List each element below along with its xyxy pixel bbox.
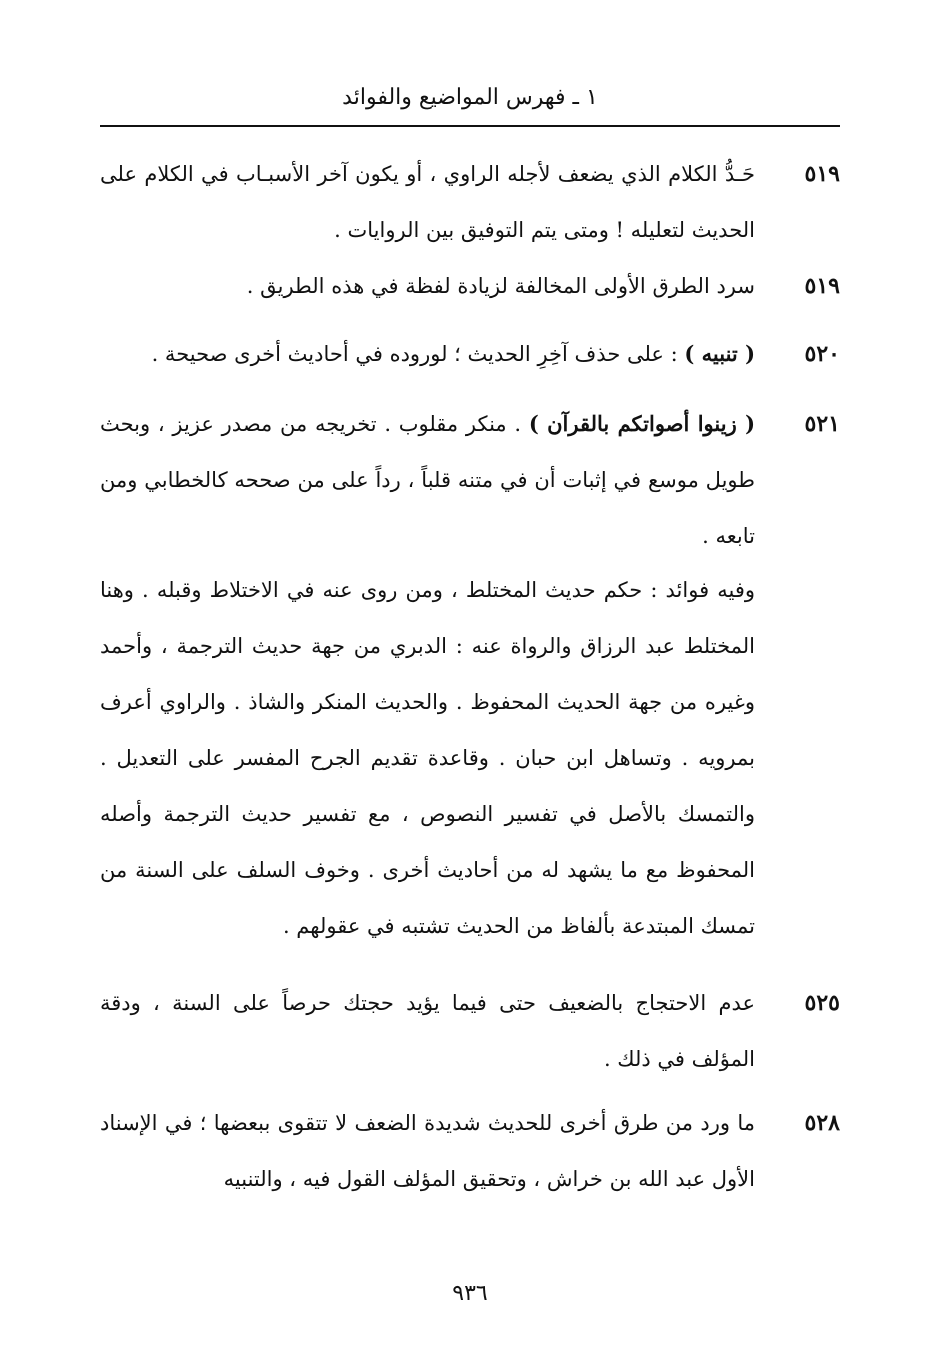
entry-page-number: ٥٢٥ xyxy=(804,990,840,1016)
index-entry xyxy=(100,975,840,1087)
entry-bold-heading: ( زينوا أصواتكم بالقرآن ) xyxy=(528,411,756,436)
page-number-footer: ٩٣٦ xyxy=(452,1281,488,1306)
index-entry xyxy=(100,258,840,314)
entry-page-number: ٥٢٠ xyxy=(804,341,840,367)
entry-text-body: : على حذف آخِرِ الحديث ؛ لوروده في أحاديث أخرى صحيحة . xyxy=(151,342,685,366)
entry-text xyxy=(100,396,755,564)
entry-text-body: . منكر مقلوب . تخريجه من مصدر عزيز ، وبحث طويل موسع في إثبات أن في متنه قلباً ، رداً على من صححه كالخطابي ومن تابعه . xyxy=(100,412,755,548)
entry-text: عدم الاحتجاج بالضعيف حتى فيما يؤيد حجتك حرصاً على السنة ، ودقة المؤلف في ذلك . xyxy=(100,991,755,1071)
entry-page-number: ٥٢٨ xyxy=(804,1110,840,1136)
header-rule xyxy=(100,125,840,127)
entry-text: ما ورد من طرق أخرى للحديث شديدة الضعف لا تتقوى ببعضها ؛ في الإسناد الأول عبد الله بن خراش ، وتحقيق المؤلف القول فيه ، والتنبيه xyxy=(100,1111,755,1191)
index-entry xyxy=(100,326,840,382)
benefits-paragraph: وفيه فوائد : حكم حديث المختلط ، ومن روى عنه في الاختلاط وقبله . وهنا المختلط عبد الرزاق والرواة عنه : الدبري من جهة حديث الترجمة ، وأحمد وغيره من جهة الحديث المحفوظ . والحديث المنكر والشاذ . والراوي أعرف بمرويه . وتساهل ابن حبان . وقاعدة تقديم الجرح المفسر على التعديل . والتمسك بالأصل في تفسير النصوص ، مع تفسير حديث الترجمة وأصله المحفوظ مع ما يشهد له من أحاديث أخرى . وخوف السلف على السنة من تمسك المبتدعة بألفاظ من الحديث تشتبه في عقولهم . xyxy=(100,578,755,938)
page-header: ١ ـ فهرس المواضيع والفوائد xyxy=(342,85,598,110)
entry-bold-heading: ( تنبيه ) xyxy=(684,341,755,366)
index-entry xyxy=(100,146,840,258)
entry-page-number: ٥١٩ xyxy=(804,161,840,187)
entry-text xyxy=(100,326,755,382)
index-entry xyxy=(100,396,840,564)
entry-text: حَـدُّ الكلام الذي يضعف لأجله الراوي ، أو يكون آخر الأسبـاب في الكلام على الحديث لتعليله ! ومتى يتم التوفيق بين الروايات . xyxy=(100,162,755,242)
entry-page-number: ٥١٩ xyxy=(804,273,840,299)
index-entry xyxy=(100,1095,840,1207)
entry-text: سرد الطرق الأولى المخالفة لزيادة لفظة في هذه الطريق . xyxy=(246,274,755,298)
entry-page-number: ٥٢١ xyxy=(804,411,840,437)
